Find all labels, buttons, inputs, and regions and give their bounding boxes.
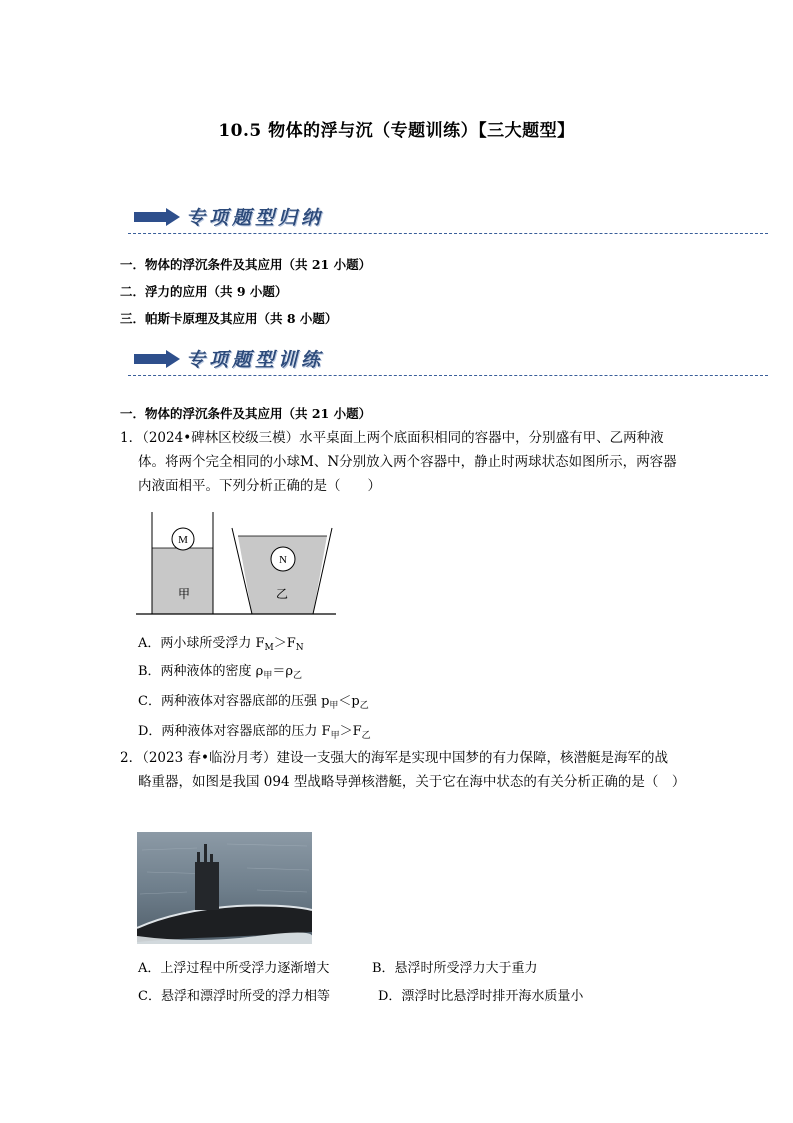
question-1-option-b[interactable]: B．两种液体的密度 $\rho_甲=\rho_乙$: [138, 664, 303, 681]
question-1-text: 1．（2024•碑林区校级三模）水平桌面上两个底面积相同的容器中，分别盛有甲、乙两种液体。将两个完全相同的小球M、N分别放入两个容器中，静止时两球状态如图所示，两容器内液面相平。下列分析正确的是（ ）: [120, 430, 677, 494]
liquid-b-label: 乙: [276, 587, 289, 601]
question-2: [120, 746, 686, 794]
toc-item-1: 一．物体的浮沉条件及其应用（共 21 小题）: [120, 257, 372, 272]
section-banner-summary: [128, 200, 768, 234]
banner-label: 专项题型归纳: [186, 207, 325, 229]
ball-n-label: N: [279, 554, 287, 566]
question-2-option-b[interactable]: B．悬浮时所受浮力大于重力: [372, 961, 538, 976]
page-title: 10.5 物体的浮与沉（专题训练）【三大题型】: [218, 121, 575, 141]
arrow-right-icon: [134, 208, 180, 226]
section-heading: 一．物体的浮沉条件及其应用（共 21 小题）: [120, 406, 372, 421]
question-2-option-d[interactable]: D．漂浮时比悬浮时排开海水质量小: [378, 989, 584, 1004]
toc-item-3: 三．帕斯卡原理及其应用（共 8 小题）: [120, 311, 338, 326]
question-2-option-c[interactable]: C．悬浮和漂浮时所受的浮力相等: [138, 989, 330, 1004]
banner-label: 专项题型训练: [186, 349, 325, 371]
ball-m-label: M: [178, 534, 188, 546]
question-1-option-a[interactable]: A．两小球所受浮力 $F_M>F_N$: [138, 636, 304, 653]
submarine-photo: [137, 832, 312, 944]
banner-divider: [128, 233, 768, 234]
question-1-option-d[interactable]: D．两种液体对容器底部的压力 $F_甲>F_乙$: [138, 724, 371, 741]
question-1: [120, 426, 680, 498]
question-1-figure: [136, 512, 336, 618]
question-2-option-a[interactable]: A．上浮过程中所受浮力逐渐增大: [138, 961, 330, 976]
banner-divider: [128, 375, 768, 376]
question-1-option-c[interactable]: C．两种液体对容器底部的压强 $p_甲<p_乙$: [138, 694, 369, 711]
section-banner-training: [128, 342, 768, 376]
liquid-a-label: 甲: [178, 587, 191, 601]
toc-item-2: 二．浮力的应用（共 9 小题）: [120, 284, 288, 299]
question-2-text: 2．（2023 春•临汾月考）建设一支强大的海军是实现中国梦的有力保障，核潜艇是海军的战略重器，如图是我国 094 型战略导弹核潜艇，关于它在海中状态的有关分析正确的是（ ）: [120, 750, 686, 790]
arrow-right-icon: [134, 350, 180, 368]
